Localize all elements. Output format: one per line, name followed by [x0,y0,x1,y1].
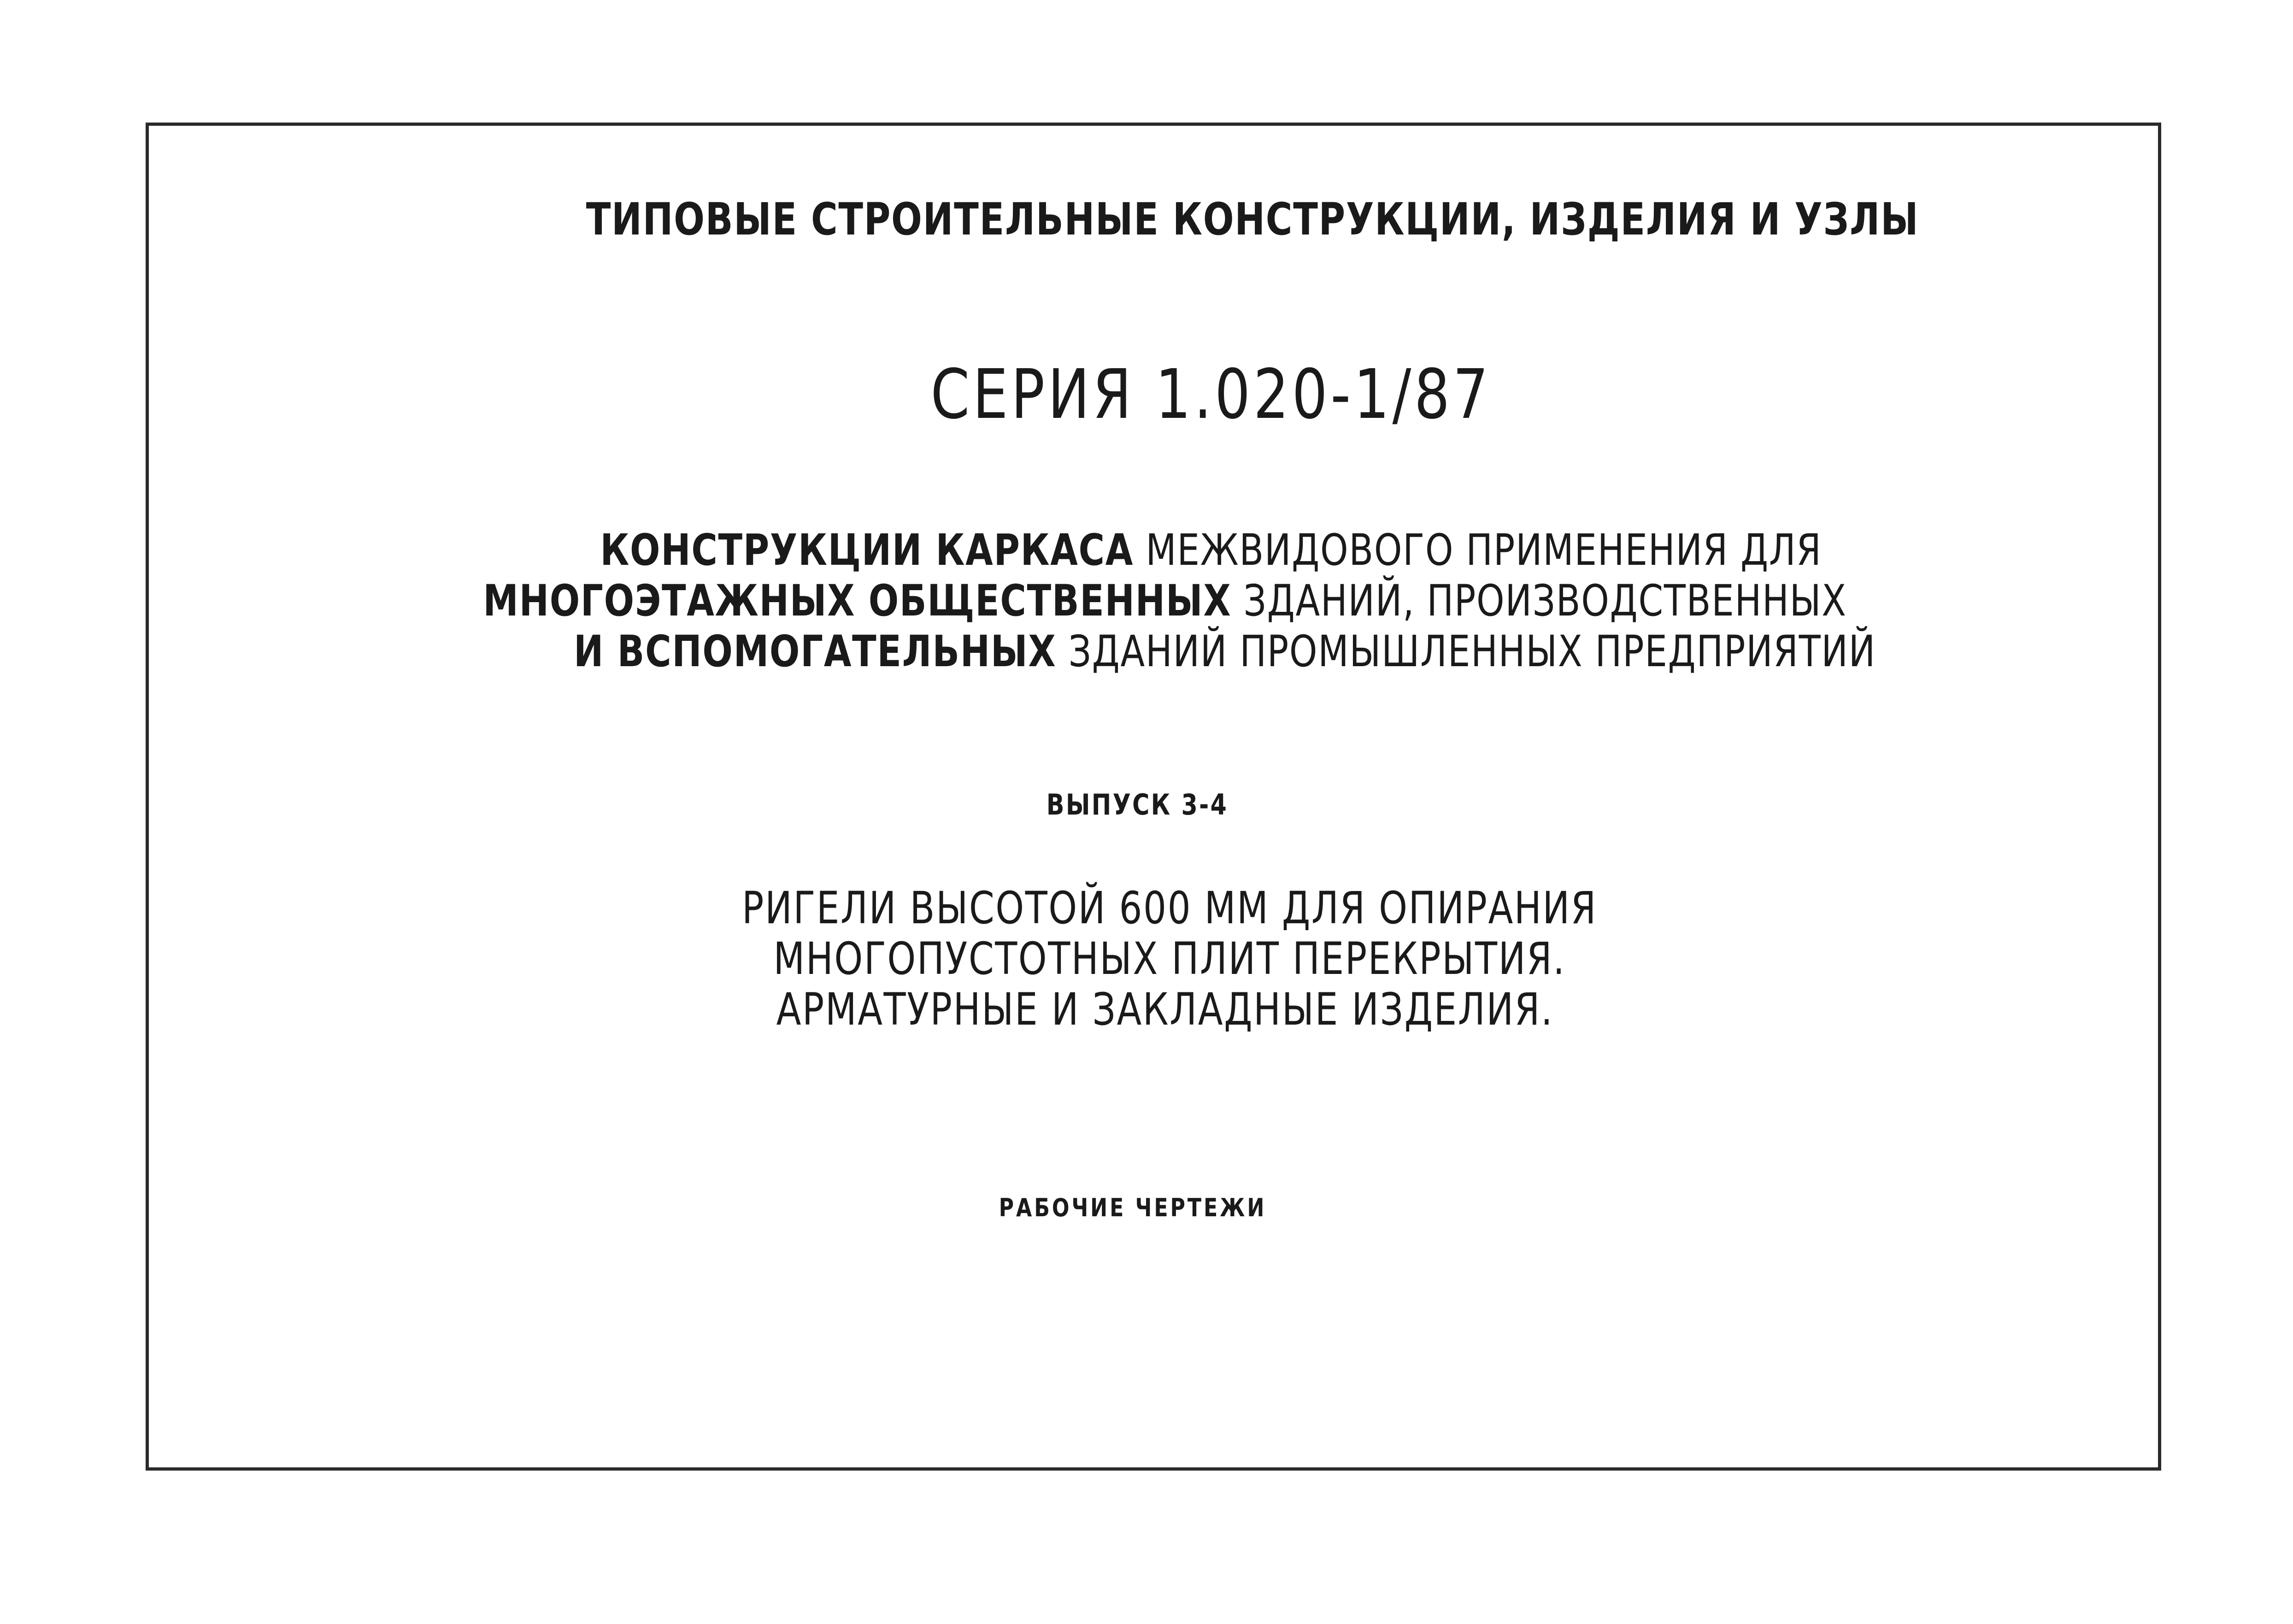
description-line-3-bold: И ВСПОМОГАТЕЛЬНЫХ [574,627,1057,677]
subtitle-line-2: МНОГОПУСТОТНЫХ ПЛИТ ПЕРЕКРЫТИЯ. [773,933,1566,985]
subtitle-line-3: АРМАТУРНЫЕ И ЗАКЛАДНЫЕ ИЗДЕЛИЯ. [776,984,1554,1035]
description-line-2-rest: ЗДАНИЙ, ПРОИЗВОДСТВЕННЫХ [1231,576,1847,626]
description-line-2 [225,576,2105,626]
subtitle-line-1: РИГЕЛИ ВЫСОТОЙ 600 ММ ДЛЯ ОПИРАНИЯ [742,882,1597,934]
series-title: СЕРИЯ 1.020-1/87 [930,355,1492,434]
document-type-label: РАБОЧИЕ ЧЕРТЕЖИ [999,1193,1267,1222]
description-line-1-bold: КОНСТРУКЦИИ КАРКАСА [600,525,1134,575]
document-header: ТИПОВЫЕ СТРОИТЕЛЬНЫЕ КОНСТРУКЦИИ, ИЗДЕЛИЯ И УЗЛЫ [586,193,1919,245]
description-line-1-rest: МЕЖВИДОВОГО ПРИМЕНЕНИЯ ДЛЯ [1134,525,1822,575]
description-line-3-rest: ЗДАНИЙ ПРОМЫШЛЕННЫХ ПРЕДПРИЯТИЙ [1056,627,1876,677]
description-line-1 [271,525,2151,575]
issue-number: ВЫПУСК 3-4 [1046,788,1229,821]
description-line-2-bold: МНОГОЭТАЖНЫХ ОБЩЕСТВЕННЫХ [483,576,1232,626]
description-line-3 [285,627,2165,677]
